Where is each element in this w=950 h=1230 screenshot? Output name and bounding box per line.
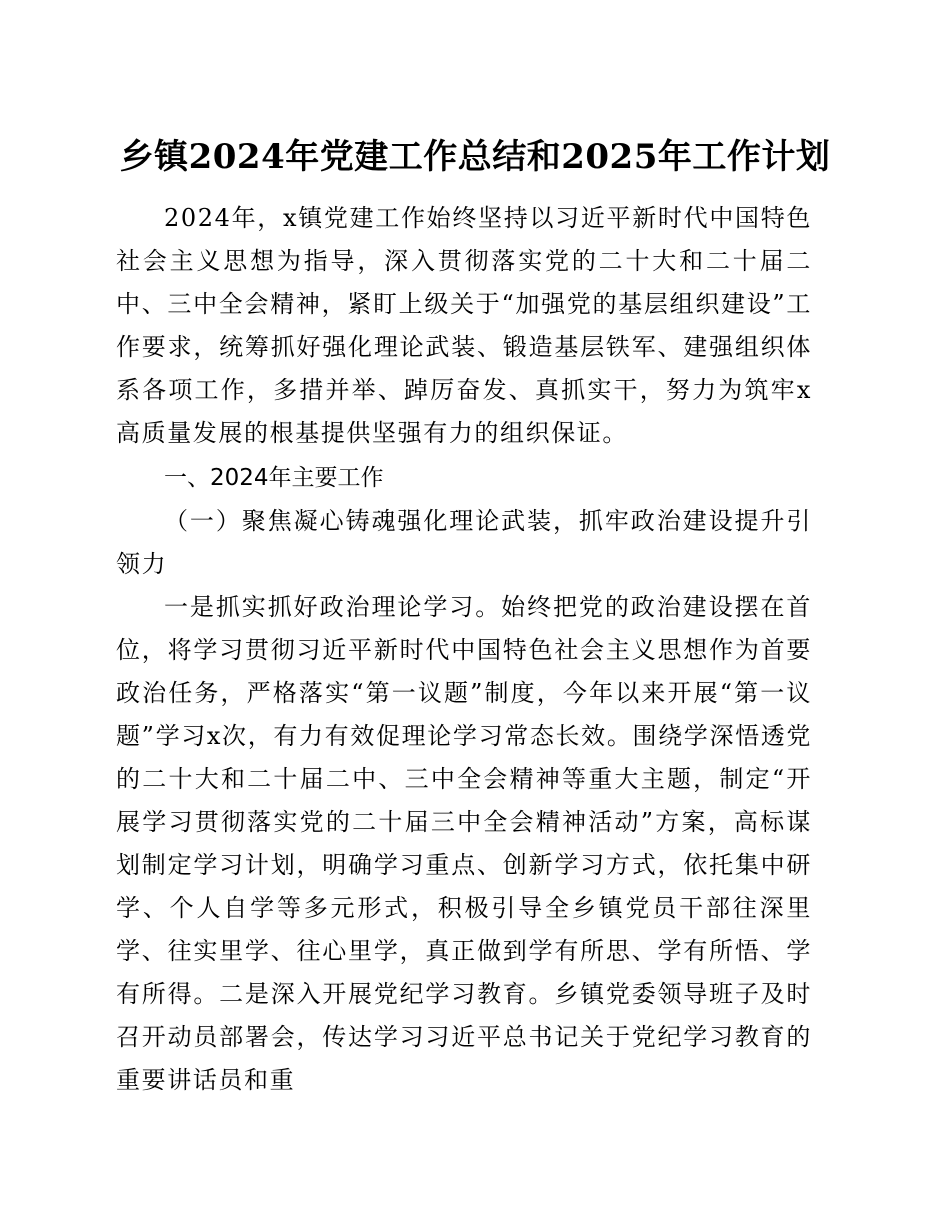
subsection-heading: （一）聚焦凝心铸魂强化理论武装，抓牢政治建设提升引领力 — [116, 507, 812, 578]
body-paragraph: 一是抓实抓好政治理论学习。始终把党的政治建设摆在首位，将学习贯彻习近平新时代中国特色社会主义思想作为首要政治任务，严格落实“第一议题”制度，今年以来开展“第一议题”学习x次，有力有效促理论学习常态长效。围绕学深悟透党的二十大和二十届二中、三中全会精神等重大主题，制定“开展学习贯彻落实党的二十届三中全会精神活动”方案，高标谋划制定学习计划，明确学习重点、创新学习方式，依托集中研学、个人自学等多元形式，积极引导全乡镇党员干部往深里学、往实里学、往心里学，真正做到学有所思、学有所悟、学有所得。二是深入开展党纪学习教育。乡镇党委领导班子及时召开动员部署会，传达学习习近平总书记关于党纪学习教育的重要讲话员和重 — [116, 593, 812, 1094]
document-title: 乡镇2024年党建工作总结和2025年工作计划 — [119, 137, 831, 177]
intro-paragraph: 2024年，x镇党建工作始终坚持以习近平新时代中国特色社会主义思想为指导，深入贯彻落实党的二十大和二十届二中、三中全会精神，紧盯上级关于“加强党的基层组织建设”工作要求，统筹抓好强化理论武装、锻造基层铁军、建强组织体系各项工作，多措并举、踔厉奋发、真抓实干，努力为筑牢x高质量发展的根基提供坚强有力的组织保证。 — [116, 204, 812, 447]
section-heading: 一、2024年主要工作 — [164, 465, 384, 491]
